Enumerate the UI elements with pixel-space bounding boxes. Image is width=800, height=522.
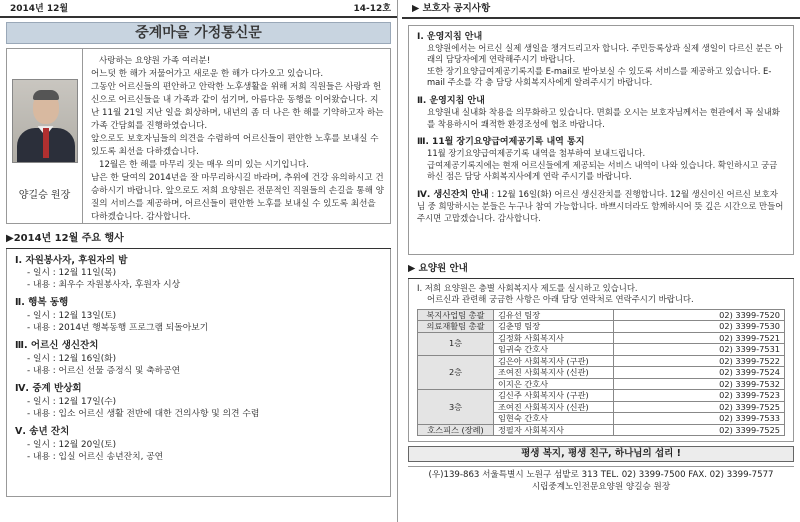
- letter-paragraph: 12월은 한 해를 마무리 짓는 매우 의미 있는 시기입니다.: [99, 160, 309, 171]
- notice-item: [417, 31, 785, 89]
- tel-cell: 02) 3399-7520: [614, 309, 785, 321]
- left-column: [0, 0, 398, 522]
- notice-title: Ⅲ. 11월 장기요양급여제공기록 내역 통지: [417, 137, 585, 148]
- name-cell: 임현숙 간호사: [494, 413, 614, 425]
- notice-text: 급여제공기록지에는 현재 어르신들에게 제공되는 서비스 내역이 나와 있습니다. 확인하시고 궁금하신 점은 담당 사회복지사에게 연락 주시기를 바랍니다.: [427, 159, 778, 182]
- notice-title: Ⅱ. 운영지침 안내: [417, 95, 485, 106]
- name-cell: 김신주 사회복지사 (구관): [494, 390, 614, 402]
- notice-title: Ⅰ. 운영지침 안내: [417, 31, 483, 42]
- dept-cell: 1층: [418, 332, 494, 355]
- staff-title: ▶ 요양원 안내: [408, 263, 794, 279]
- tel-cell: 02) 3399-7532: [614, 378, 785, 390]
- name-cell: 조여진 사회복지사 (신관): [494, 401, 614, 413]
- table-row: [418, 424, 785, 436]
- staff-intro-line: 어르신과 관련해 궁금한 사항은 아래 담당 연락처로 연락주시기 바랍니다.: [427, 294, 694, 305]
- event-item: [15, 426, 382, 463]
- table-row: [418, 321, 785, 333]
- table-row: [418, 332, 785, 344]
- staff-table: [417, 309, 785, 437]
- name-cell: 김정화 사회복지사: [494, 332, 614, 344]
- name-cell: 정필자 사회복지사: [494, 424, 614, 436]
- notice-text: 또한 장기요양급여제공기록지를 E-mail로 받아보실 수 있도록 서비스를 제공하고 있습니다. E-mail 주소를 각 층 담당 사회복지사에게 알려주시기 바랍니다.: [427, 65, 772, 88]
- dept-cell: 호스피스 (장례): [418, 424, 494, 436]
- notice-item: [417, 136, 785, 183]
- letter-text: [83, 49, 390, 223]
- tel-cell: 02) 3399-7525: [614, 401, 785, 413]
- footer-address: (우)139-863 서울특별시 노원구 섬밭로 313 TEL. 02) 3399-7500 FAX. 02) 3399-7577: [428, 470, 774, 481]
- director-photo-box: [7, 49, 83, 223]
- notice-item: [417, 189, 785, 225]
- footer: [408, 466, 794, 493]
- name-cell: 이지은 간호사: [494, 378, 614, 390]
- notices-box: [408, 25, 794, 255]
- tel-cell: 02) 3399-7525: [614, 424, 785, 436]
- dept-cell: 복지사업팀 총괄: [418, 309, 494, 321]
- event-title: Ⅲ. 어르신 생신잔치: [15, 340, 99, 352]
- event-date: - 일시 : 12월 11일(목): [27, 268, 117, 279]
- event-title: Ⅰ. 자원봉사자, 후원자의 밤: [15, 254, 128, 266]
- staff-intro: [417, 283, 785, 306]
- table-row: [418, 309, 785, 321]
- event-date: - 일시 : 12월 17일(수): [27, 396, 117, 407]
- event-content: - 내용 : 입소 어르신 생활 전반에 대한 건의사항 및 의견 수렴: [27, 408, 260, 419]
- event-content: - 내용 : 2014년 행복동행 프로그램 되돌아보기: [27, 323, 209, 334]
- event-date: - 일시 : 12월 16일(화): [27, 354, 117, 365]
- letter-paragraph: 사랑하는 요양원 가족 여러분!: [99, 56, 211, 67]
- letter-paragraph: 남은 한 달여의 2014년을 잘 마무리하시길 바라며, 추위에 건강 유의하시고 건승하시기 바랍니다. 앞으로도 저희 요양원은 전문적인 직원들의 손길을 통해 양질의 서비스를 제공하며, 어르신들이 편안한 노후를 보내실 수 있도록 최선을 다하겠습니다. 감사합니다.: [91, 173, 384, 223]
- event-title: Ⅴ. 송년 잔치: [15, 425, 70, 437]
- letter-paragraph: 앞으로도 보호자님들의 의견을 수렴하여 어르신들이 편안한 노후를 보내실 수 있도록 최선을 다하겠습니다.: [91, 134, 379, 158]
- letter-paragraph: 그동안 어르신들의 편안하고 안락한 노후생활을 위해 저희 직원들은 사랑과 헌신으로 어르신들을 내 가족과 같이 섬기며, 아름다운 동행을 이어왔습니다. 지난 11월 21일 지난 일을 회상하며, 내년의 좀 더 나은 한 해를 기약하고자 하는 가족 간담회를 진행하였습니다.: [91, 82, 384, 132]
- notice-text: 요양원내 실내화 착용을 의무화하고 있습니다. 면회를 오시는 보호자님께서는 현관에서 꼭 실내화를 착용하시어 쾌적한 환경조성에 협조 바랍니다.: [427, 107, 780, 129]
- director-caption: 양길승 원장: [18, 190, 71, 202]
- greeting-letter: [6, 48, 391, 224]
- tel-cell: 02) 3399-7523: [614, 390, 785, 402]
- staff-intro-line: Ⅰ. 저희 요양원은 층별 사회복지사 제도를 실시하고 있습니다.: [417, 282, 638, 293]
- event-content: - 내용 : 입실 어르신 송년잔치, 공연: [27, 451, 164, 462]
- notice-text: : 12월 16일(화) 어르신 생신잔치를 진행합니다. 12월 생신이신 어르신 보호자님 중 희망하시는 분들은 누구나 참여 가능합니다. 바쁘시더라도 함께하시어 뜻 깊은 시간으로 만들어 주시면 고맙겠습니다. 감사합니다.: [417, 188, 784, 223]
- tel-cell: 02) 3399-7530: [614, 321, 785, 333]
- event-item: [15, 255, 382, 292]
- slogan-banner: 평생 복지, 평생 친구, 하나님의 섭리 !: [408, 446, 794, 462]
- event-content: - 내용 : 최우수 자원봉사자, 후원자 시상: [27, 280, 181, 291]
- name-cell: 김은아 사회복지사 (구관): [494, 355, 614, 367]
- event-item: [15, 297, 382, 334]
- newsletter-title: 중계마을 가정통신문: [6, 22, 391, 44]
- notice-text: 요양원에서는 어르신 실제 생일을 챙겨드리고자 합니다. 주민등록상과 실제 생일이 다르신 분은 아래의 담당자에게 연락해주시기 바랍니다.: [427, 42, 783, 65]
- letter-paragraph: 어느덧 한 해가 저물어가고 새로운 한 해가 다가오고 있습니다.: [91, 69, 324, 80]
- event-content: - 내용 : 어르신 선물 증정식 및 축하공연: [27, 366, 181, 377]
- dept-cell: 2층: [418, 355, 494, 390]
- event-item: [15, 383, 382, 420]
- notice-item: [417, 95, 785, 130]
- staff-box: [408, 279, 794, 443]
- tel-cell: 02) 3399-7533: [614, 413, 785, 425]
- table-row: [418, 355, 785, 367]
- name-cell: 조여진 사회복지사 (신관): [494, 367, 614, 379]
- notice-title: Ⅳ. 생신잔치 안내: [417, 189, 489, 200]
- notices-title: ▶ 보호자 공지사항: [402, 0, 800, 19]
- issue-date: 2014년 12월: [10, 4, 69, 14]
- event-item: [15, 340, 382, 377]
- issue-line: [0, 0, 397, 18]
- issue-number: 14-12호: [353, 4, 391, 14]
- director-photo: [12, 79, 78, 163]
- dept-cell: 의료재활팀 총괄: [418, 321, 494, 333]
- dept-cell: 3층: [418, 390, 494, 425]
- events-title: ▶2014년 12월 주요 행사: [6, 232, 391, 249]
- name-cell: 김유선 팀장: [494, 309, 614, 321]
- name-cell: 김춘명 팀장: [494, 321, 614, 333]
- tel-cell: 02) 3399-7524: [614, 367, 785, 379]
- name-cell: 임귀숙 간호사: [494, 344, 614, 356]
- tel-cell: 02) 3399-7531: [614, 344, 785, 356]
- footer-signature: 시립중계노인전문요양원 양길승 원장: [531, 482, 671, 493]
- table-row: [418, 390, 785, 402]
- tel-cell: 02) 3399-7522: [614, 355, 785, 367]
- right-column: [402, 0, 800, 522]
- event-date: - 일시 : 12월 20일(토): [27, 439, 117, 450]
- events-list: [6, 249, 391, 497]
- event-date: - 일시 : 12월 13일(토): [27, 311, 117, 322]
- event-title: Ⅳ. 중계 반상회: [15, 383, 82, 395]
- notice-text: 11월 장기요양급여제공기록 내역을 첨부하여 보내드립니다.: [427, 148, 646, 159]
- tel-cell: 02) 3399-7521: [614, 332, 785, 344]
- event-title: Ⅱ. 행복 동행: [15, 297, 69, 309]
